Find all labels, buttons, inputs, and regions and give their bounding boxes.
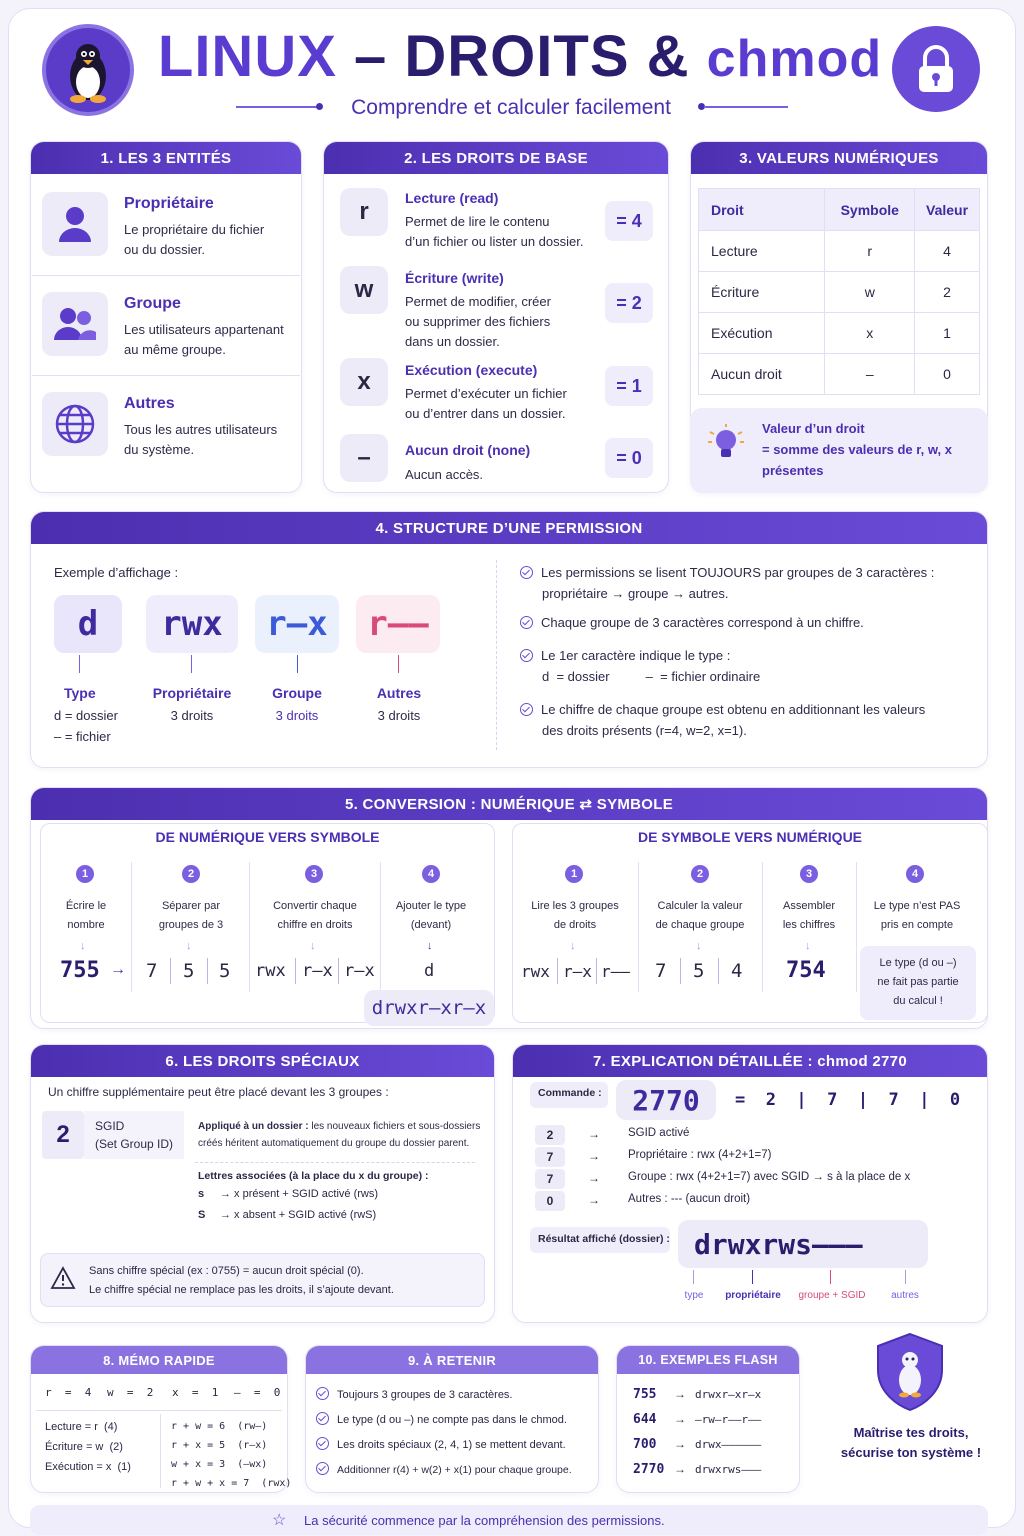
digit-desc: Propriétaire : rwx (4+2+1=7) xyxy=(628,1149,772,1161)
entity-others-name: Autres xyxy=(124,395,175,412)
entity-others-desc-2: du système. xyxy=(124,442,195,457)
page-title xyxy=(150,22,890,92)
note-line: du calcul ! xyxy=(893,995,943,1007)
left-type: d xyxy=(424,961,435,981)
penguin-icon xyxy=(46,28,130,112)
perm-type-box: d xyxy=(54,595,122,653)
digit-cell: 7 xyxy=(535,1169,565,1189)
section-title: 10. EXEMPLES FLASH xyxy=(617,1346,799,1374)
shield-penguin-icon xyxy=(874,1332,946,1412)
type-desc-dir: d = dossier xyxy=(54,708,118,723)
divider xyxy=(195,1162,475,1163)
check-icon xyxy=(316,1387,329,1400)
step-line: groupes de 3 xyxy=(158,919,224,931)
right-number: 754 xyxy=(786,958,826,983)
down-arrow-icon: ↓ xyxy=(696,940,702,952)
group-icon-tile xyxy=(42,292,108,356)
step-line: Lire les 3 groupes xyxy=(531,900,619,912)
note-line: ne fait pas partie xyxy=(877,976,959,988)
step-line: pris en compte xyxy=(880,919,954,931)
entity-owner-name: Propriétaire xyxy=(124,195,214,212)
bullet-3-cont: d = dossier – = fichier ordinaire xyxy=(542,669,761,684)
right-exec-desc-1: Permet d’exécuter un fichier xyxy=(405,386,567,401)
section-title: 9. À RETENIR xyxy=(306,1346,598,1374)
cmd-split: = 2 | 7 | 7 | 0 xyxy=(735,1090,961,1110)
step-text xyxy=(134,897,248,935)
tip-line-2: = somme des valeurs de r, w, x xyxy=(762,442,952,457)
step-number: 2 xyxy=(691,865,709,883)
separator xyxy=(557,958,558,984)
table-cell: r xyxy=(825,231,915,272)
memo-combo: r + x = 5 (r–x) xyxy=(171,1440,268,1451)
arrow-right-icon: → xyxy=(674,1437,686,1451)
down-arrow-icon: ↓ xyxy=(570,940,576,952)
digit-desc: SGID activé xyxy=(628,1127,690,1139)
right-symbol-none: – xyxy=(340,434,388,482)
panel-title-left: DE NUMÉRIQUE VERS SYMBOLE xyxy=(155,829,380,845)
right-digit: 7 xyxy=(655,960,667,982)
memo-exec: Exécution = x (1) xyxy=(45,1461,131,1473)
section-title: 2. LES DROITS DE BASE xyxy=(324,142,668,174)
right-none-desc: Aucun accès. xyxy=(405,467,484,482)
connector xyxy=(398,655,399,673)
type-note xyxy=(860,954,976,1011)
memo-combo: r + w = 6 (rw–) xyxy=(171,1421,268,1432)
right-symbol-x: x xyxy=(340,358,388,406)
note-line: Le type (d ou –) xyxy=(879,957,957,969)
tip-line-3: présentes xyxy=(762,463,824,478)
right-write-desc-3: dans un dossier. xyxy=(405,334,500,349)
section-title: 4. STRUCTURE D’UNE PERMISSION xyxy=(31,512,987,544)
connector xyxy=(830,1270,831,1284)
flash-num: 2770 xyxy=(633,1462,665,1477)
arrow-right-icon: → xyxy=(588,1149,600,1163)
table-header: Symbole xyxy=(825,189,915,231)
digit-cell: 0 xyxy=(535,1191,565,1211)
check-icon xyxy=(316,1462,329,1475)
step-line: Convertir chaque xyxy=(273,900,357,912)
flash-num: 644 xyxy=(633,1412,657,1427)
right-sym: r–x xyxy=(563,962,592,981)
special-intro: Un chiffre supplémentaire peut être placé devant les 3 groupes : xyxy=(48,1085,389,1099)
flash-num: 700 xyxy=(633,1437,657,1452)
section-title: 6. LES DROITS SPÉCIAUX xyxy=(31,1045,494,1077)
section-title: 7. EXPLICATION DÉTAILLÉE : chmod 2770 xyxy=(513,1045,987,1077)
step-line: Le type n’est PAS xyxy=(873,900,961,912)
right-write-name: Écriture (write) xyxy=(405,270,504,286)
panel-title-right: DE SYMBOLE VERS NUMÉRIQUE xyxy=(637,829,863,845)
divider xyxy=(160,1414,161,1488)
table-cell: – xyxy=(825,354,915,395)
table-header: Valeur xyxy=(915,189,980,231)
digit-cell: 2 xyxy=(535,1125,565,1145)
special-desc-bold: Appliqué à un dossier : xyxy=(198,1121,309,1132)
step-line: chiffre en droits xyxy=(277,919,353,931)
step-line: (devant) xyxy=(410,919,452,931)
table-row xyxy=(699,272,980,313)
right-read-desc-2: d’un fichier ou lister un dossier. xyxy=(405,234,584,249)
lock-icon xyxy=(913,44,959,94)
table-cell: Lecture xyxy=(699,231,825,272)
separator xyxy=(295,958,296,984)
step-line: Calculer la valeur xyxy=(657,900,743,912)
bullet-1 xyxy=(520,563,934,583)
bullet-text: Les permissions se lisent TOUJOURS par groupes de 3 caractères : xyxy=(541,565,935,580)
entity-group-desc-2: au même groupe. xyxy=(124,342,226,357)
step-line: Séparer par xyxy=(161,900,221,912)
special-digit: 2 xyxy=(42,1111,84,1159)
step-line: nombre xyxy=(67,919,105,931)
connector xyxy=(79,655,80,673)
owner-label: Propriétaire xyxy=(152,685,232,701)
table-cell: w xyxy=(825,272,915,313)
section-title: 3. VALEURS NUMÉRIQUES xyxy=(691,142,987,174)
title-dash: – xyxy=(354,24,388,89)
step-text xyxy=(764,897,854,935)
letter-s: s xyxy=(198,1188,205,1200)
step-number: 4 xyxy=(906,865,924,883)
special-desc-text: les nouveaux fichiers et sous-dossiers xyxy=(308,1121,481,1132)
bullet-text: Le 1er caractère indique le type : xyxy=(541,648,731,663)
flash-num: 755 xyxy=(633,1387,657,1402)
globe-icon xyxy=(53,402,97,446)
group-label: Groupe xyxy=(272,685,322,701)
memo-write: Écriture = w (2) xyxy=(45,1441,123,1453)
letter-S: S xyxy=(198,1209,206,1221)
step-text xyxy=(514,897,636,935)
down-arrow-icon: ↓ xyxy=(186,940,192,952)
right-exec-name: Exécution (execute) xyxy=(405,362,538,378)
group-desc: 3 droits xyxy=(275,708,319,723)
section-title: 5. CONVERSION : NUMÉRIQUE ⇄ SYMBOLE xyxy=(31,788,987,820)
table-cell: 0 xyxy=(915,354,980,395)
section-title: 8. MÉMO RAPIDE xyxy=(31,1346,287,1374)
table-cell: 2 xyxy=(915,272,980,313)
step-text xyxy=(383,897,479,935)
owner-desc: 3 droits xyxy=(170,708,214,723)
title-linux: LINUX xyxy=(157,24,337,89)
cmd-value: 2770 xyxy=(616,1080,716,1120)
right-none-value: = 0 xyxy=(605,438,653,478)
divider xyxy=(249,862,250,992)
remember-text: Le type (d ou –) ne compte pas dans le chmod. xyxy=(337,1414,567,1426)
badge-line-2: sécurise ton système ! xyxy=(840,1445,982,1460)
check-icon xyxy=(520,616,533,629)
perm-others-box: r–– xyxy=(356,595,440,653)
memo-x: x = 1 xyxy=(172,1386,219,1399)
lock-logo xyxy=(892,26,980,112)
flash-sym: –rw–r––r–– xyxy=(695,1413,762,1426)
check-icon xyxy=(316,1437,329,1450)
cmd-label: Commande : xyxy=(538,1087,602,1099)
down-arrow-icon: ↓ xyxy=(805,940,811,952)
title-droits: DROITS & xyxy=(404,24,690,89)
table-row xyxy=(699,313,980,354)
flash-sym: drwx–––––– xyxy=(695,1438,762,1451)
divider xyxy=(496,560,497,750)
legend-type: type xyxy=(684,1290,704,1301)
others-label: Autres xyxy=(376,685,422,701)
letters-title: Lettres associées (à la place du x du groupe) : xyxy=(198,1170,429,1182)
table-cell: Aucun droit xyxy=(699,354,825,395)
title-chmod: chmod xyxy=(706,30,883,88)
remember-text: Toujours 3 groupes de 3 caractères. xyxy=(337,1389,513,1401)
left-sym: rwx xyxy=(255,961,286,981)
left-number: 755 xyxy=(60,958,100,983)
right-sym: r–– xyxy=(601,962,630,981)
right-exec-desc-2: ou d’entrer dans un dossier. xyxy=(405,406,566,421)
result-value: drwxrws––– xyxy=(678,1220,928,1268)
digit-cell: 7 xyxy=(535,1147,565,1167)
arrow-right-icon: → xyxy=(588,1171,600,1185)
connector xyxy=(905,1270,906,1284)
right-sym: rwx xyxy=(521,962,550,981)
step-line: de droits xyxy=(553,919,597,931)
special-desc-2: créés héritent automatiquement du groupe du dossier parent. xyxy=(198,1138,470,1149)
digit-desc: Groupe : rwx (4+2+1=7) avec SGID → s à la place de x xyxy=(628,1171,911,1183)
arrow-right-icon: → xyxy=(674,1412,686,1426)
down-arrow-icon: ↓ xyxy=(427,940,433,952)
left-digit: 5 xyxy=(183,960,195,982)
step-number: 1 xyxy=(76,865,94,883)
divider xyxy=(36,1410,282,1411)
table-cell: 4 xyxy=(915,231,980,272)
remember-item xyxy=(316,1462,572,1476)
step-text xyxy=(42,897,130,935)
step-number: 3 xyxy=(305,865,323,883)
table-cell: Exécution xyxy=(699,313,825,354)
arrow-right-icon: → xyxy=(110,961,126,978)
separator xyxy=(596,958,597,984)
legend-group: groupe + SGID xyxy=(798,1290,866,1301)
table-cell: 1 xyxy=(915,313,980,354)
bullet-4-cont: des droits présents (r=4, w=2, x=1). xyxy=(542,723,747,738)
step-number: 3 xyxy=(800,865,818,883)
warning-icon xyxy=(50,1266,76,1290)
separator xyxy=(338,958,339,984)
check-icon xyxy=(520,649,533,662)
bullet-4 xyxy=(520,700,925,720)
tip-line-1: Valeur d’un droit xyxy=(762,421,865,436)
memo-combo: r + w + x = 7 (rwx) xyxy=(171,1478,292,1489)
subtitle-line-right xyxy=(704,106,788,108)
left-sym: r–x xyxy=(302,961,333,981)
down-arrow-icon: ↓ xyxy=(80,940,86,952)
right-digit: 5 xyxy=(693,960,705,982)
letter-S-desc: → x absent + SGID activé (rwS) xyxy=(220,1209,377,1221)
lightbulb-icon xyxy=(706,422,746,466)
right-digit: 4 xyxy=(731,960,743,982)
step-number: 2 xyxy=(182,865,200,883)
divider xyxy=(32,375,300,376)
step-number: 1 xyxy=(565,865,583,883)
result-label: Résultat affiché (dossier) : xyxy=(538,1233,670,1245)
bullet-3 xyxy=(520,646,730,666)
table-row xyxy=(699,354,980,395)
remember-text: Additionner r(4) + w(2) + x(1) pour chaque groupe. xyxy=(337,1464,572,1476)
step-line: de chaque groupe xyxy=(655,919,745,931)
entity-group-name: Groupe xyxy=(124,295,181,312)
memo-combo: w + x = 3 (–wx) xyxy=(171,1459,268,1470)
check-icon xyxy=(520,566,533,579)
warning-line-2: Le chiffre spécial ne remplace pas les droits, il s’ajoute devant. xyxy=(89,1284,394,1296)
memo-read: Lecture = r (4) xyxy=(45,1421,118,1433)
special-name-2: (Set Group ID) xyxy=(95,1137,174,1151)
example-label: Exemple d’affichage : xyxy=(54,565,179,580)
globe-icon-tile xyxy=(42,392,108,456)
step-text xyxy=(252,897,378,935)
arrow-right-icon: → xyxy=(674,1462,686,1476)
memo-none: – = 0 xyxy=(234,1386,281,1399)
check-icon xyxy=(316,1412,329,1425)
digit-desc: Autres : --- (aucun droit) xyxy=(628,1193,751,1205)
table-cell: Écriture xyxy=(699,272,825,313)
badge-line-1: Maîtrise tes droits, xyxy=(853,1425,969,1440)
special-name-1: SGID xyxy=(95,1119,125,1133)
perm-group-box: r–x xyxy=(255,595,339,653)
special-desc-1 xyxy=(198,1118,480,1135)
down-arrow-icon: ↓ xyxy=(310,940,316,952)
divider xyxy=(762,862,763,992)
right-write-value: = 2 xyxy=(605,283,653,323)
separator xyxy=(207,958,208,984)
letter-s-desc: → x présent + SGID activé (rws) xyxy=(220,1188,379,1200)
warning-line-1: Sans chiffre spécial (ex : 0755) = aucun droit spécial (0). xyxy=(89,1265,364,1277)
entity-group-desc-1: Les utilisateurs appartenant xyxy=(124,322,284,337)
remember-item xyxy=(316,1437,566,1451)
connector xyxy=(297,655,298,673)
subtitle-line-left xyxy=(236,106,320,108)
arrow-right-icon: → xyxy=(674,1387,686,1401)
legend-others: autres xyxy=(891,1290,919,1301)
type-label: Type xyxy=(64,685,96,701)
right-read-desc-1: Permet de lire le contenu xyxy=(405,214,550,229)
left-digit: 5 xyxy=(219,960,231,982)
step-line: Écrire le xyxy=(65,900,107,912)
perm-owner-box: rwx xyxy=(146,595,238,653)
remember-text: Les droits spéciaux (2, 4, 1) se mettent devant. xyxy=(337,1439,566,1451)
bullet-text: Chaque groupe de 3 caractères correspond à un chiffre. xyxy=(541,615,864,630)
divider xyxy=(32,275,300,276)
user-icon xyxy=(57,204,93,244)
bullet-1-cont: propriétaire → groupe → autres. xyxy=(542,586,729,601)
separator xyxy=(170,958,171,984)
left-result: drwxr–xr–x xyxy=(364,990,494,1026)
entity-owner-desc-1: Le propriétaire du fichier xyxy=(124,222,265,237)
right-symbol-w: w xyxy=(340,266,388,314)
entity-others-desc-1: Tous les autres utilisateurs xyxy=(124,422,278,437)
step-line: Ajouter le type xyxy=(395,900,467,912)
left-digit: 7 xyxy=(146,960,158,982)
remember-item xyxy=(316,1412,567,1426)
flash-sym: drwxrws––– xyxy=(695,1463,762,1476)
entity-owner-desc-2: ou du dossier. xyxy=(124,242,205,257)
star-icon: ☆ xyxy=(272,1512,287,1529)
flash-sym: drwxr–xr–x xyxy=(695,1388,762,1401)
step-line: les chiffres xyxy=(782,919,836,931)
connector xyxy=(191,655,192,673)
separator xyxy=(718,958,719,984)
arrow-right-icon: → xyxy=(588,1193,600,1207)
section-title: 1. LES 3 ENTITÉS xyxy=(31,142,301,174)
divider xyxy=(380,862,381,992)
divider xyxy=(131,862,132,992)
others-desc: 3 droits xyxy=(377,708,421,723)
divider xyxy=(638,862,639,992)
step-number: 4 xyxy=(422,865,440,883)
step-text xyxy=(858,897,976,935)
tux-logo xyxy=(42,24,134,116)
step-line: Assembler xyxy=(783,900,835,912)
right-exec-value: = 1 xyxy=(605,366,653,406)
right-write-desc-1: Permet de modifier, créer xyxy=(405,294,551,309)
step-text xyxy=(640,897,760,935)
page-subtitle: Comprendre et calculer facilement xyxy=(351,96,671,119)
remember-item xyxy=(316,1387,513,1401)
right-read-name: Lecture (read) xyxy=(405,190,499,206)
footer-text: La sécurité commence par la compréhension des permissions. xyxy=(304,1513,665,1528)
group-icon xyxy=(52,304,98,344)
right-write-desc-2: ou supprimer des fichiers xyxy=(405,314,551,329)
right-symbol-r: r xyxy=(340,188,388,236)
connector xyxy=(693,1270,694,1284)
table-cell: x xyxy=(825,313,915,354)
right-none-name: Aucun droit (none) xyxy=(405,442,531,458)
connector xyxy=(752,1270,753,1284)
type-desc-file: – = fichier xyxy=(54,729,111,744)
legend-owner: propriétaire xyxy=(725,1290,781,1301)
right-read-value: = 4 xyxy=(605,201,653,241)
arrow-right-icon: → xyxy=(588,1127,600,1141)
divider xyxy=(856,862,857,992)
table-header: Droit xyxy=(699,189,825,231)
left-sym: r–x xyxy=(344,961,375,981)
user-icon-tile xyxy=(42,192,108,256)
memo-r: r = 4 xyxy=(45,1386,92,1399)
memo-w: w = 2 xyxy=(107,1386,154,1399)
values-table xyxy=(698,188,980,395)
check-icon xyxy=(520,703,533,716)
separator xyxy=(680,958,681,984)
bullet-2 xyxy=(520,613,864,633)
bullet-text: Le chiffre de chaque groupe est obtenu en additionnant les valeurs xyxy=(541,702,926,717)
table-row xyxy=(699,231,980,272)
